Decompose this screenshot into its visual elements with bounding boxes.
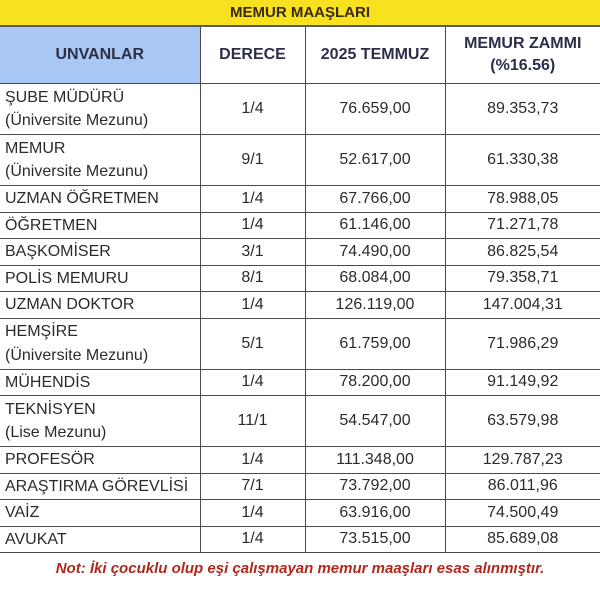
cell-title bbox=[0, 526, 200, 553]
cell-title bbox=[0, 239, 200, 266]
row-title: UZMAN DOKTOR bbox=[5, 296, 135, 314]
table-title: MEMUR MAAŞLARI bbox=[0, 0, 600, 27]
row-subtitle: (Üniversite Mezunu) bbox=[5, 346, 149, 364]
cell-grade: 9/1 bbox=[200, 135, 305, 186]
header-title: UNVANLAR bbox=[0, 27, 200, 84]
table-row bbox=[0, 212, 600, 239]
row-subtitle: (Üniversite Mezunu) bbox=[5, 163, 149, 180]
cell-raised: 74.500,49 bbox=[445, 500, 600, 527]
table-row bbox=[0, 239, 600, 266]
cell-grade: 1/4 bbox=[200, 292, 305, 319]
salary-table bbox=[0, 27, 600, 553]
cell-raised: 86.825,54 bbox=[445, 239, 600, 266]
row-title: ARAŞTIRMA GÖREVLİSİ bbox=[5, 477, 189, 495]
cell-title bbox=[0, 500, 200, 527]
cell-raised: 89.353,73 bbox=[445, 84, 600, 135]
cell-grade: 3/1 bbox=[200, 239, 305, 266]
row-title: ŞUBE MÜDÜRÜ bbox=[5, 88, 125, 106]
cell-raised: 91.149,92 bbox=[445, 369, 600, 396]
row-title: MÜHENDİS bbox=[5, 373, 91, 391]
footnote: Not: İki çocuklu olup eşi çalışmayan memur maaşları esas alınmıştır. bbox=[55, 559, 545, 577]
cell-grade: 1/4 bbox=[200, 447, 305, 474]
cell-grade: 1/4 bbox=[200, 186, 305, 213]
table-row bbox=[0, 318, 600, 369]
table-row bbox=[0, 447, 600, 474]
cell-raised: 129.787,23 bbox=[445, 447, 600, 474]
table-row bbox=[0, 526, 600, 553]
row-title: ÖĞRETMEN bbox=[5, 216, 98, 234]
row-title: PROFESÖR bbox=[5, 451, 95, 469]
row-title: VAİZ bbox=[5, 504, 40, 522]
row-title: AVUKAT bbox=[5, 530, 67, 548]
cell-salary: 73.515,00 bbox=[305, 526, 445, 553]
table-row bbox=[0, 396, 600, 447]
cell-raised: 86.011,96 bbox=[445, 473, 600, 500]
cell-salary: 63.916,00 bbox=[305, 500, 445, 527]
row-title: POLİS MEMURU bbox=[5, 269, 129, 287]
cell-salary: 61.759,00 bbox=[305, 318, 445, 369]
cell-salary: 74.490,00 bbox=[305, 239, 445, 266]
table-row bbox=[0, 186, 600, 213]
cell-title bbox=[0, 84, 200, 135]
header-grade: DERECE bbox=[200, 27, 305, 84]
cell-raised: 79.358,71 bbox=[445, 265, 600, 292]
cell-grade: 7/1 bbox=[200, 473, 305, 500]
cell-title bbox=[0, 186, 200, 213]
cell-raised: 71.271,78 bbox=[445, 212, 600, 239]
table-row bbox=[0, 369, 600, 396]
row-title: MEMUR bbox=[5, 139, 66, 157]
cell-raised: 78.988,05 bbox=[445, 186, 600, 213]
cell-salary: 61.146,00 bbox=[305, 212, 445, 239]
cell-salary: 76.659,00 bbox=[305, 84, 445, 135]
cell-salary: 54.547,00 bbox=[305, 396, 445, 447]
row-subtitle: (Lise Mezunu) bbox=[5, 424, 107, 441]
cell-title bbox=[0, 265, 200, 292]
cell-title bbox=[0, 318, 200, 369]
cell-grade: 1/4 bbox=[200, 500, 305, 527]
cell-title bbox=[0, 369, 200, 396]
table-row bbox=[0, 473, 600, 500]
cell-salary: 111.348,00 bbox=[305, 447, 445, 474]
cell-raised: 61.330,38 bbox=[445, 135, 600, 186]
cell-raised: 71.986,29 bbox=[445, 318, 600, 369]
cell-salary: 73.792,00 bbox=[305, 473, 445, 500]
cell-title bbox=[0, 447, 200, 474]
cell-grade: 8/1 bbox=[200, 265, 305, 292]
row-title: UZMAN ÖĞRETMEN bbox=[5, 190, 159, 208]
cell-title bbox=[0, 135, 200, 186]
table-row bbox=[0, 500, 600, 527]
table-row bbox=[0, 265, 600, 292]
header-salary: 2025 TEMMUZ bbox=[305, 27, 445, 84]
cell-grade: 1/4 bbox=[200, 212, 305, 239]
header-row bbox=[0, 27, 600, 84]
table-row bbox=[0, 292, 600, 319]
table-row bbox=[0, 84, 600, 135]
cell-grade: 1/4 bbox=[200, 84, 305, 135]
cell-title bbox=[0, 292, 200, 319]
cell-salary: 126.119,00 bbox=[305, 292, 445, 319]
cell-raised: 147.004,31 bbox=[445, 292, 600, 319]
cell-salary: 67.766,00 bbox=[305, 186, 445, 213]
cell-grade: 5/1 bbox=[200, 318, 305, 369]
cell-salary: 78.200,00 bbox=[305, 369, 445, 396]
header-raise-line2: (%16.56) bbox=[490, 57, 556, 74]
cell-title bbox=[0, 212, 200, 239]
header-raise bbox=[445, 27, 600, 84]
row-title: TEKNİSYEN bbox=[5, 400, 96, 418]
cell-raised: 63.579,98 bbox=[445, 396, 600, 447]
cell-raised: 85.689,08 bbox=[445, 526, 600, 553]
cell-title bbox=[0, 396, 200, 447]
table-row bbox=[0, 135, 600, 186]
cell-salary: 52.617,00 bbox=[305, 135, 445, 186]
cell-grade: 11/1 bbox=[200, 396, 305, 447]
cell-grade: 1/4 bbox=[200, 526, 305, 553]
cell-title bbox=[0, 473, 200, 500]
row-title: HEMŞİRE bbox=[5, 323, 78, 341]
cell-grade: 1/4 bbox=[200, 369, 305, 396]
table-body bbox=[0, 84, 600, 553]
row-subtitle: (Üniversite Mezunu) bbox=[5, 112, 149, 129]
cell-salary: 68.084,00 bbox=[305, 265, 445, 292]
row-title: BAŞKOMİSER bbox=[5, 243, 111, 261]
header-raise-line1: MEMUR ZAMMI bbox=[464, 35, 582, 53]
